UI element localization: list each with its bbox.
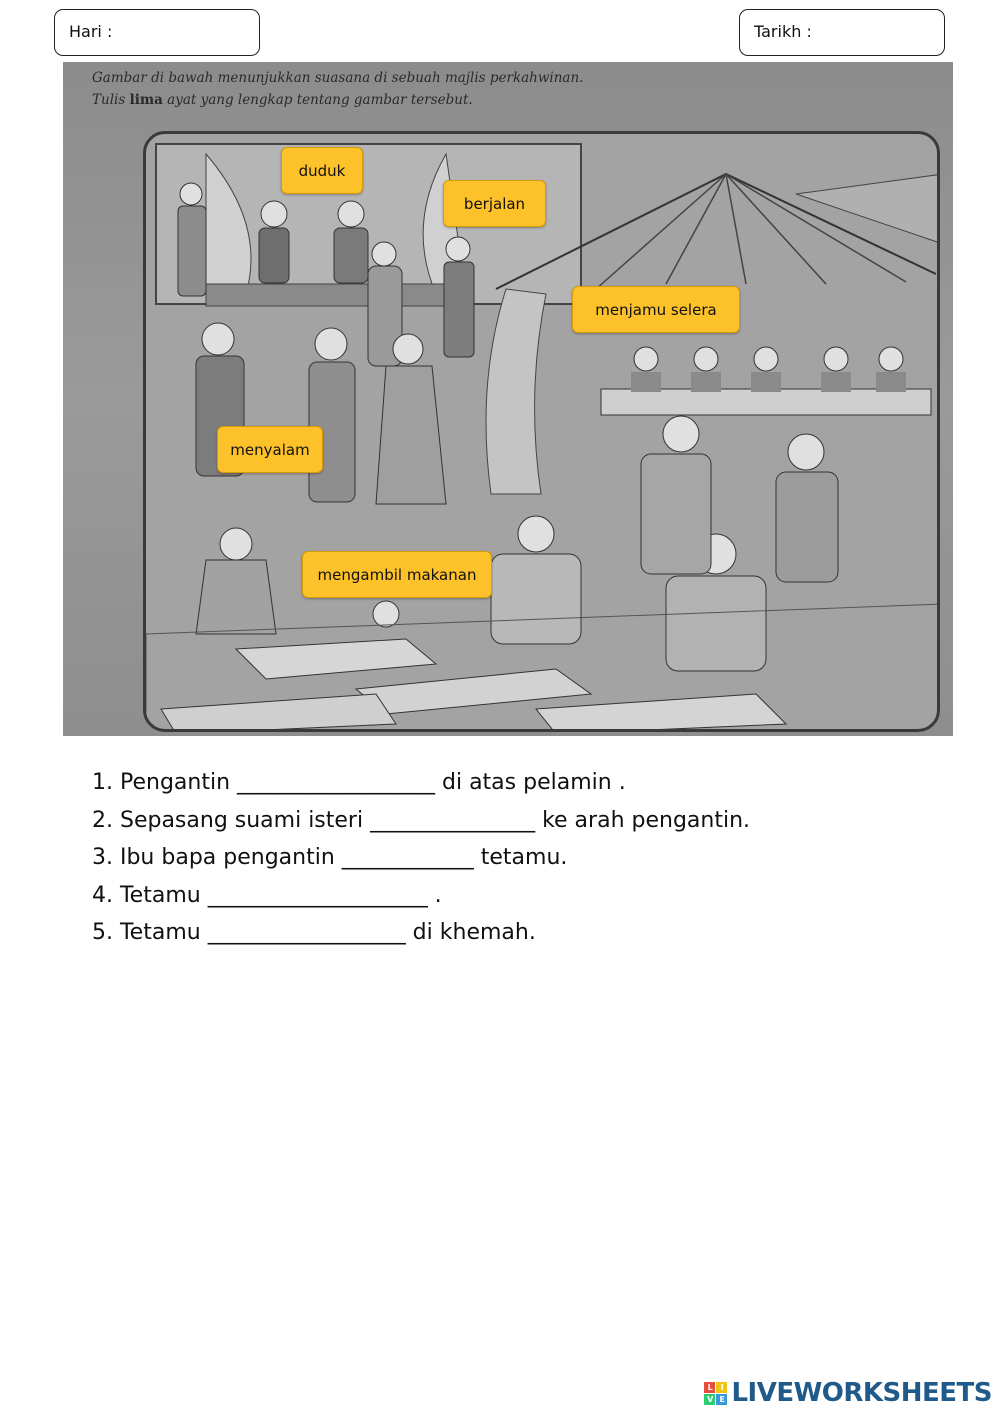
- instruction-bold: lima: [129, 92, 163, 108]
- question-5: 5. Tetamu __________________ di khemah.: [92, 920, 536, 945]
- tarikh-field[interactable]: [739, 9, 945, 56]
- groom-head: [261, 201, 287, 227]
- label-menyalam[interactable]: menyalam: [217, 426, 323, 473]
- logo-tile: E: [716, 1394, 727, 1405]
- brand-name: LIVEWORKSHEETS: [731, 1378, 992, 1408]
- liveworksheets-logo-icon: [704, 1382, 727, 1405]
- dining-table: [601, 389, 931, 415]
- question-2: 2. Sepasang suami isteri _______________ ke arah pengantin.: [92, 807, 751, 833]
- instruction-line-1: Gambar di bawah menunjukkan suasana di sebuah majlis perkahwinan.: [92, 70, 584, 86]
- second-umbrella: [796, 174, 940, 244]
- food-tray-1: [236, 639, 436, 679]
- label-menjamu-selera[interactable]: menjamu selera: [572, 286, 740, 333]
- bride-head: [338, 201, 364, 227]
- man-greeting-head: [202, 323, 234, 355]
- food-tray-3: [161, 694, 396, 732]
- logo-tile: V: [704, 1394, 715, 1405]
- logo-tile: I: [716, 1382, 727, 1393]
- tent-curtain: [486, 289, 546, 494]
- instruction-line-2: [92, 92, 473, 108]
- walking-man-body: [444, 262, 474, 357]
- guest-serving-head: [663, 416, 699, 452]
- hari-label: Hari :: [69, 22, 113, 41]
- label-duduk[interactable]: duduk: [281, 147, 363, 194]
- liveworksheets-brand[interactable]: [704, 1378, 992, 1408]
- question-list: [92, 764, 750, 952]
- attendant-head: [180, 183, 202, 205]
- walking-man-head: [446, 237, 470, 261]
- label-mengambil-makanan[interactable]: mengambil makanan: [302, 551, 492, 598]
- tarikh-label: Tarikh :: [754, 22, 812, 41]
- buffet-man-1-head: [518, 516, 554, 552]
- guest-receiving-head: [788, 434, 824, 470]
- host-head: [315, 328, 347, 360]
- question-4: 4. Tetamu ____________________ .: [92, 882, 442, 908]
- instruction-prefix: Tulis: [92, 92, 126, 108]
- bride-body: [334, 228, 368, 283]
- walking-woman-head: [372, 242, 396, 266]
- hari-field[interactable]: [54, 9, 260, 56]
- instruction-suffix: ayat yang lengkap tentang gambar tersebut.: [167, 92, 473, 108]
- stage-platform: [206, 284, 466, 306]
- label-berjalan[interactable]: berjalan: [443, 180, 546, 227]
- food-tray-4: [536, 694, 786, 732]
- child-head: [373, 601, 399, 627]
- question-3: 3. Ibu bapa pengantin ____________ tetamu.: [92, 845, 568, 870]
- logo-tile: L: [704, 1382, 715, 1393]
- groom-body: [259, 228, 289, 283]
- host-wife-head: [393, 334, 423, 364]
- attendant-body: [178, 206, 206, 296]
- question-1: 1. Pengantin __________________ di atas pelamin .: [92, 770, 626, 795]
- woman-left-head: [220, 528, 252, 560]
